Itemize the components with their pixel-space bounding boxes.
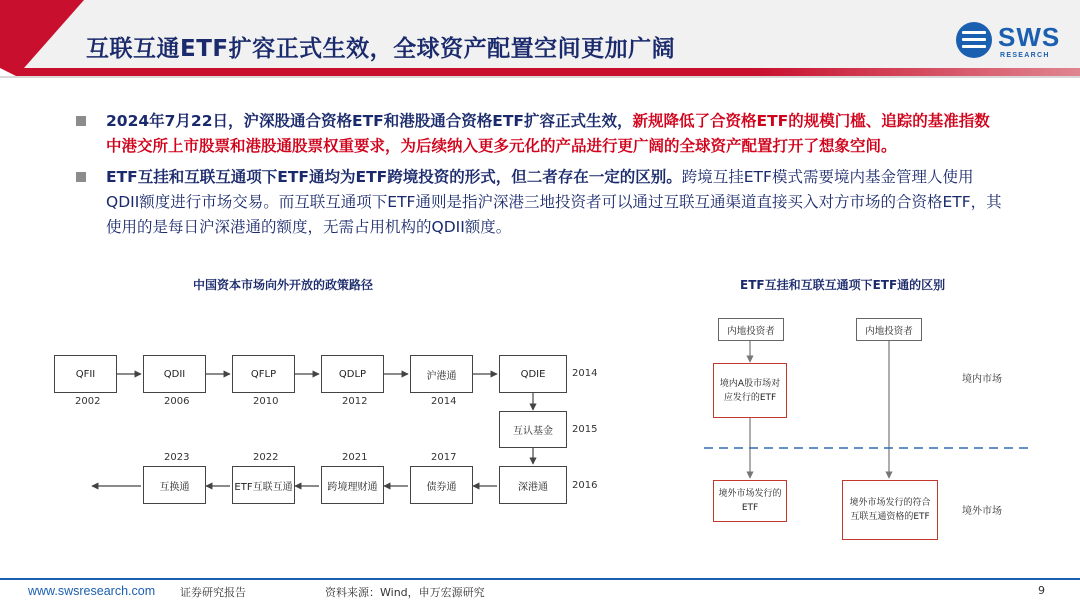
policy-box-qdii: QDII bbox=[143, 355, 206, 393]
year-label: 2021 bbox=[342, 452, 368, 463]
policy-box-shanghai-hk-connect: 沪港通 bbox=[410, 355, 473, 393]
year-label: 2002 bbox=[75, 396, 101, 407]
policy-box-qflp: QFLP bbox=[232, 355, 295, 393]
policy-box-mutual-fund-recognition: 互认基金 bbox=[499, 411, 567, 448]
policy-box-wealth-connect: 跨境理财通 bbox=[321, 466, 384, 504]
year-label: 2022 bbox=[253, 452, 279, 463]
policy-box-bond-connect: 债券通 bbox=[410, 466, 473, 504]
logo-text: SWS bbox=[998, 22, 1061, 52]
logo-subtext: RESEARCH bbox=[1000, 52, 1050, 59]
page-number: 9 bbox=[1038, 584, 1045, 597]
square-bullet-icon bbox=[76, 116, 86, 126]
mainland-investor-box-right: 内地投资者 bbox=[856, 318, 922, 341]
bullet-item bbox=[74, 165, 1004, 240]
year-label: 2017 bbox=[431, 452, 457, 463]
policy-box-etf-connect: ETF互联互通 bbox=[232, 466, 295, 504]
overseas-market-label: 境外市场 bbox=[962, 506, 1002, 517]
year-label: 2006 bbox=[164, 396, 190, 407]
title-underline-thin bbox=[0, 76, 1080, 78]
overseas-connect-etf-box: 境外市场发行的符合互联互通资格的ETF bbox=[842, 480, 938, 540]
footer-website-link[interactable]: www.swsresearch.com bbox=[28, 584, 156, 598]
bullet-list bbox=[74, 109, 1004, 246]
footer-rule bbox=[0, 578, 1080, 580]
policy-box-qfii: QFII bbox=[54, 355, 117, 393]
bullet-bold-text: 2024年7月22日，沪深股通合资格ETF和港股通合资格ETF扩容正式生效， bbox=[106, 112, 633, 130]
square-bullet-icon bbox=[76, 172, 86, 182]
domestic-a-share-etf-box: 境内A股市场对应发行的ETF bbox=[713, 363, 787, 418]
bullet-item bbox=[74, 109, 1004, 159]
bullet-highlight-text: 新规降低了合资格ETF的规模门槛、追踪的基准指数中港交所上市股票和港股通股票权重要求，为后续纳入更多元化的产品进行更广阔的全球资产配置打开了想象空间。 bbox=[106, 112, 990, 155]
year-label: 2014 bbox=[572, 368, 598, 379]
sws-logo bbox=[956, 22, 1066, 62]
year-label: 2012 bbox=[342, 396, 368, 407]
year-label: 2010 bbox=[253, 396, 279, 407]
year-label: 2014 bbox=[431, 396, 457, 407]
domestic-market-label: 境内市场 bbox=[962, 374, 1002, 385]
footer-doc-type: 证券研究报告 bbox=[180, 586, 246, 599]
year-label: 2023 bbox=[164, 452, 190, 463]
right-chart-title: ETF互挂和互联互通项下ETF通的区别 bbox=[740, 278, 946, 292]
bullet-body-text: 跨境互挂ETF模式需要境内基金管理人使用QDII额度进行市场交易。而互联互通项下ETF通则是指沪深港三地投资者可以通过互联互通渠道直接买入对方市场的合资格ETF，其使用的是每日沪深港通的额度，无需占用机构的QDII额度。 bbox=[106, 168, 1002, 236]
year-label: 2015 bbox=[572, 424, 598, 435]
bullet-bold-text: ETF互挂和互联互通项下ETF通均为ETF跨境投资的形式，但二者存在一定的区别。 bbox=[106, 168, 682, 186]
left-chart-title: 中国资本市场向外开放的政策路径 bbox=[193, 278, 374, 292]
sws-logo-icon bbox=[956, 22, 992, 58]
policy-box-qdlp: QDLP bbox=[321, 355, 384, 393]
policy-box-shenzhen-hk-connect: 深港通 bbox=[499, 466, 567, 504]
overseas-etf-box: 境外市场发行的ETF bbox=[713, 480, 787, 522]
footer-source: 资料来源：Wind，申万宏源研究 bbox=[325, 586, 485, 599]
year-label: 2016 bbox=[572, 480, 598, 491]
policy-box-qdie: QDIE bbox=[499, 355, 567, 393]
page-title: 互联互通ETF扩容正式生效，全球资产配置空间更加广阔 bbox=[86, 36, 676, 62]
policy-box-swap-connect: 互换通 bbox=[143, 466, 206, 504]
mainland-investor-box-left: 内地投资者 bbox=[718, 318, 784, 341]
